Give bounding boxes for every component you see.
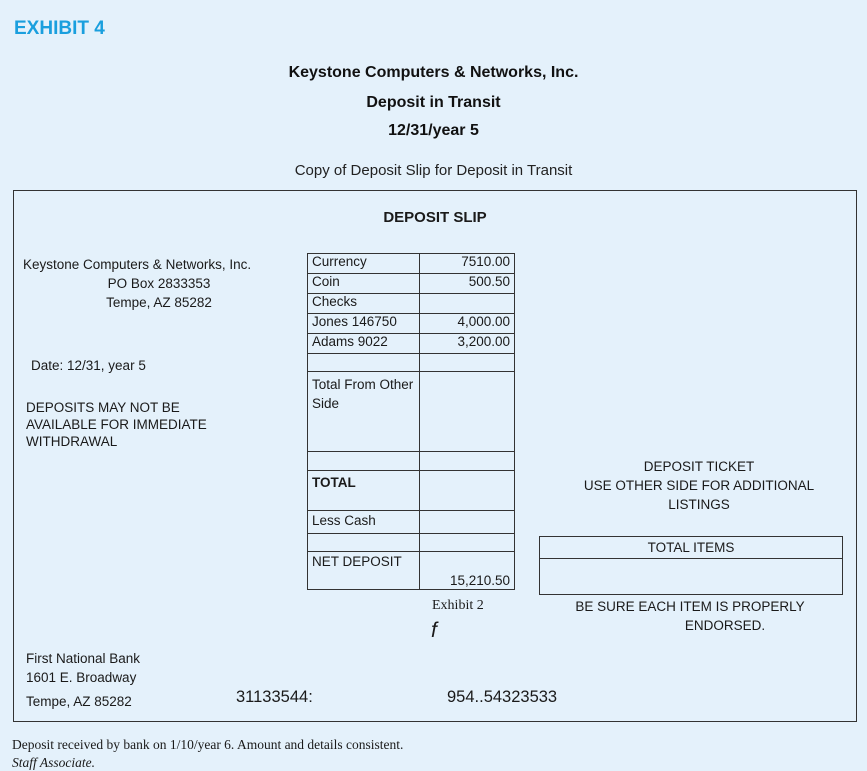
bank-address-line1: 1601 E. Broadway [26,670,137,685]
row-value-checks [420,294,515,314]
table-row [308,552,515,590]
tick-note-exhibit: Exhibit 2 [432,598,484,613]
row-label-less-cash: Less Cash [308,511,420,534]
tick-mark-footed: f [431,619,437,642]
row-value-blank [420,534,515,552]
document-subtitle: Copy of Deposit Slip for Deposit in Transit [294,162,573,179]
routing-number: 31133544: [236,688,313,706]
table-row [308,294,515,314]
row-value-total [420,471,515,511]
row-label-total: TOTAL [308,471,420,511]
row-label-blank [308,452,420,471]
row-label-check-jones: Jones 146750 [308,314,420,334]
depositor-address1: PO Box 2833353 [107,276,211,291]
row-value-check-jones: 4,000.00 [420,314,515,334]
row-value-currency: 7510.00 [420,254,515,274]
endorse-line: ENDORSED. [684,618,766,633]
warning-line: DEPOSITS MAY NOT BE [26,400,180,415]
document-title: Deposit in Transit [366,94,501,111]
row-value-blank [420,452,515,471]
slip-date: Date: 12/31, year 5 [31,358,146,373]
row-label-checks: Checks [308,294,420,314]
deposit-slip [13,190,857,722]
table-row [308,511,515,534]
warning-line: AVAILABLE FOR IMMEDIATE [26,417,207,432]
row-label-coin: Coin [308,274,420,294]
deposit-ticket-note [539,457,859,514]
availability-warning [26,399,207,450]
row-value-total-other-side [420,372,515,452]
row-label-currency: Currency [308,254,420,274]
row-label-net-deposit: NET DEPOSIT [308,552,420,590]
table-row [308,452,515,471]
table-row [308,314,515,334]
row-value-check-adams: 3,200.00 [420,334,515,354]
bank-address-line2: Tempe, AZ 85282 [26,694,132,709]
ticket-line: USE OTHER SIDE FOR ADDITIONAL [583,478,815,493]
endorse-line: BE SURE EACH ITEM IS PROPERLY [575,599,805,614]
row-value-net-deposit: 15,210.50 [420,552,515,590]
account-number: 954..54323533 [447,688,558,706]
ticket-line: LISTINGS [668,497,730,512]
depositor-address2: Tempe, AZ 85282 [106,295,212,310]
warning-line: WITHDRAWAL [26,434,118,449]
row-value-less-cash [420,511,515,534]
exhibit-label: EXHIBIT 4 [14,18,105,39]
audit-note: Deposit received by bank on 1/10/year 6. Amount and details consistent. [12,737,404,752]
bank-address [26,649,140,711]
row-label-blank [308,354,420,372]
endorsement-note [539,597,841,635]
bank-name: First National Bank [26,651,141,666]
row-label-total-other-side: Total From Other Side [308,372,420,452]
row-label-blank [308,534,420,552]
total-items-box [539,536,843,595]
table-row [308,274,515,294]
table-row [308,354,515,372]
total-items-label: TOTAL ITEMS [540,537,842,559]
row-value-blank [420,354,515,372]
table-row [308,254,515,274]
row-value-coin: 500.50 [420,274,515,294]
table-row [308,534,515,552]
table-row [308,471,515,511]
slip-title: DEPOSIT SLIP [383,209,487,226]
staff-signature: Staff Associate. [12,755,95,770]
depositor-name: Keystone Computers & Networks, Inc. [23,257,252,272]
document-date: 12/31/year 5 [388,122,479,139]
table-row [308,334,515,354]
row-label-check-adams: Adams 9022 [308,334,420,354]
company-title: Keystone Computers & Networks, Inc. [288,64,579,81]
ticket-line: DEPOSIT TICKET [643,459,755,474]
deposit-table [307,253,515,590]
table-row [308,372,515,452]
